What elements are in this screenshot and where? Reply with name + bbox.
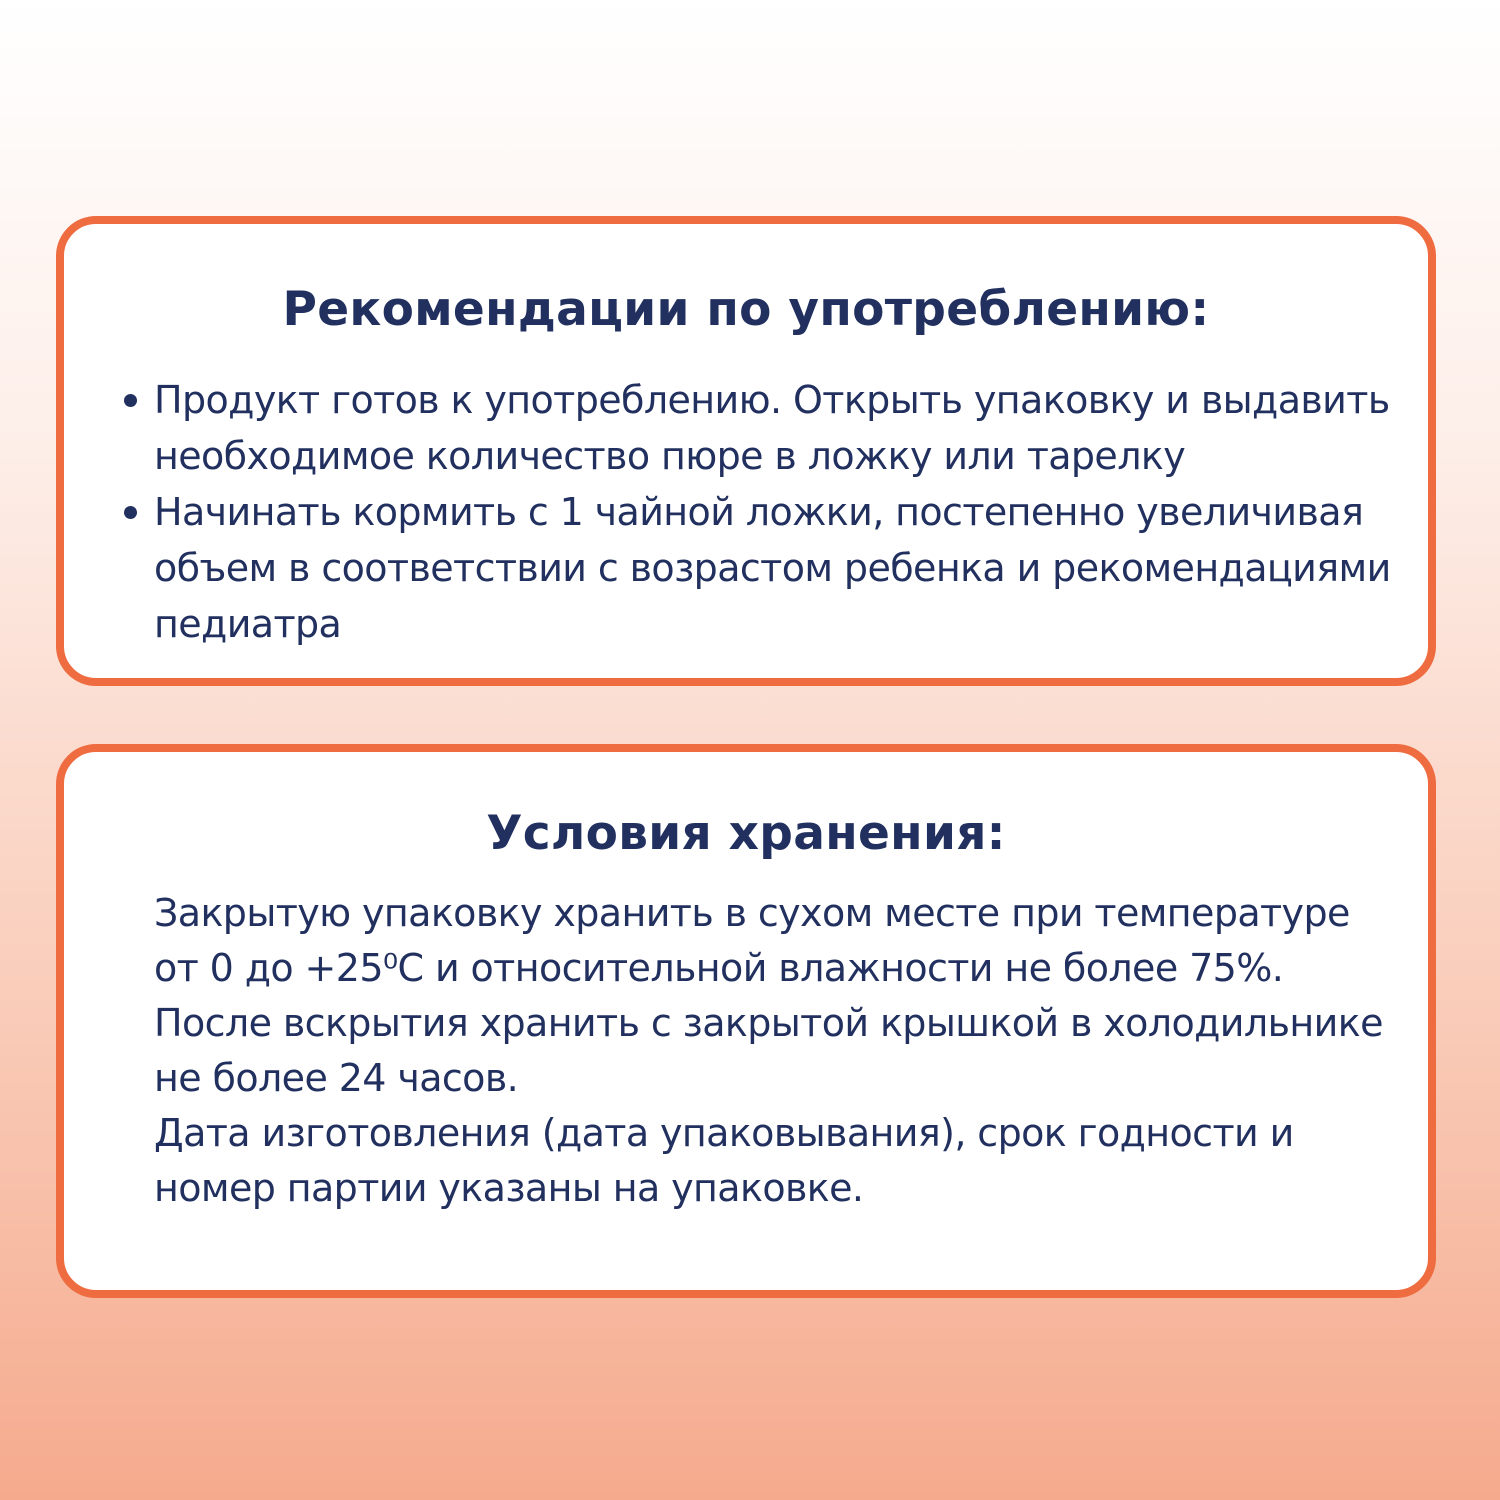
usage-title: Рекомендации по употреблению: <box>282 282 1210 337</box>
list-item <box>122 372 1422 484</box>
storage-conditions-card <box>56 744 1436 1298</box>
storage-paragraph: Закрытую упаковку хранить в сухом месте при температуре от 0 до +25⁰С и относительной влажности не более 75%. <box>154 891 1350 990</box>
usage-item-text: Продукт готов к употреблению. Открыть упаковку и выдавить необходимое количество пюре в ложку или тарелку <box>154 378 1390 478</box>
storage-text <box>154 886 1394 1216</box>
bullet-icon <box>124 506 137 519</box>
storage-paragraph: После вскрытия хранить с закрытой крышкой в холодильнике не более 24 часов. <box>154 1001 1383 1100</box>
usage-item-text: Начинать кормить с 1 чайной ложки, постепенно увеличивая объем в соответствии с возрастом ребенка и рекомендациями педиатра <box>154 490 1391 646</box>
usage-recommendations-card <box>56 216 1436 686</box>
storage-paragraph: Дата изготовления (дата упаковывания), срок годности и номер партии указаны на упаковке. <box>154 1111 1294 1210</box>
usage-list <box>122 372 1422 652</box>
list-item <box>122 484 1422 652</box>
storage-title: Условия хранения: <box>486 806 1006 861</box>
bullet-icon <box>124 394 137 407</box>
